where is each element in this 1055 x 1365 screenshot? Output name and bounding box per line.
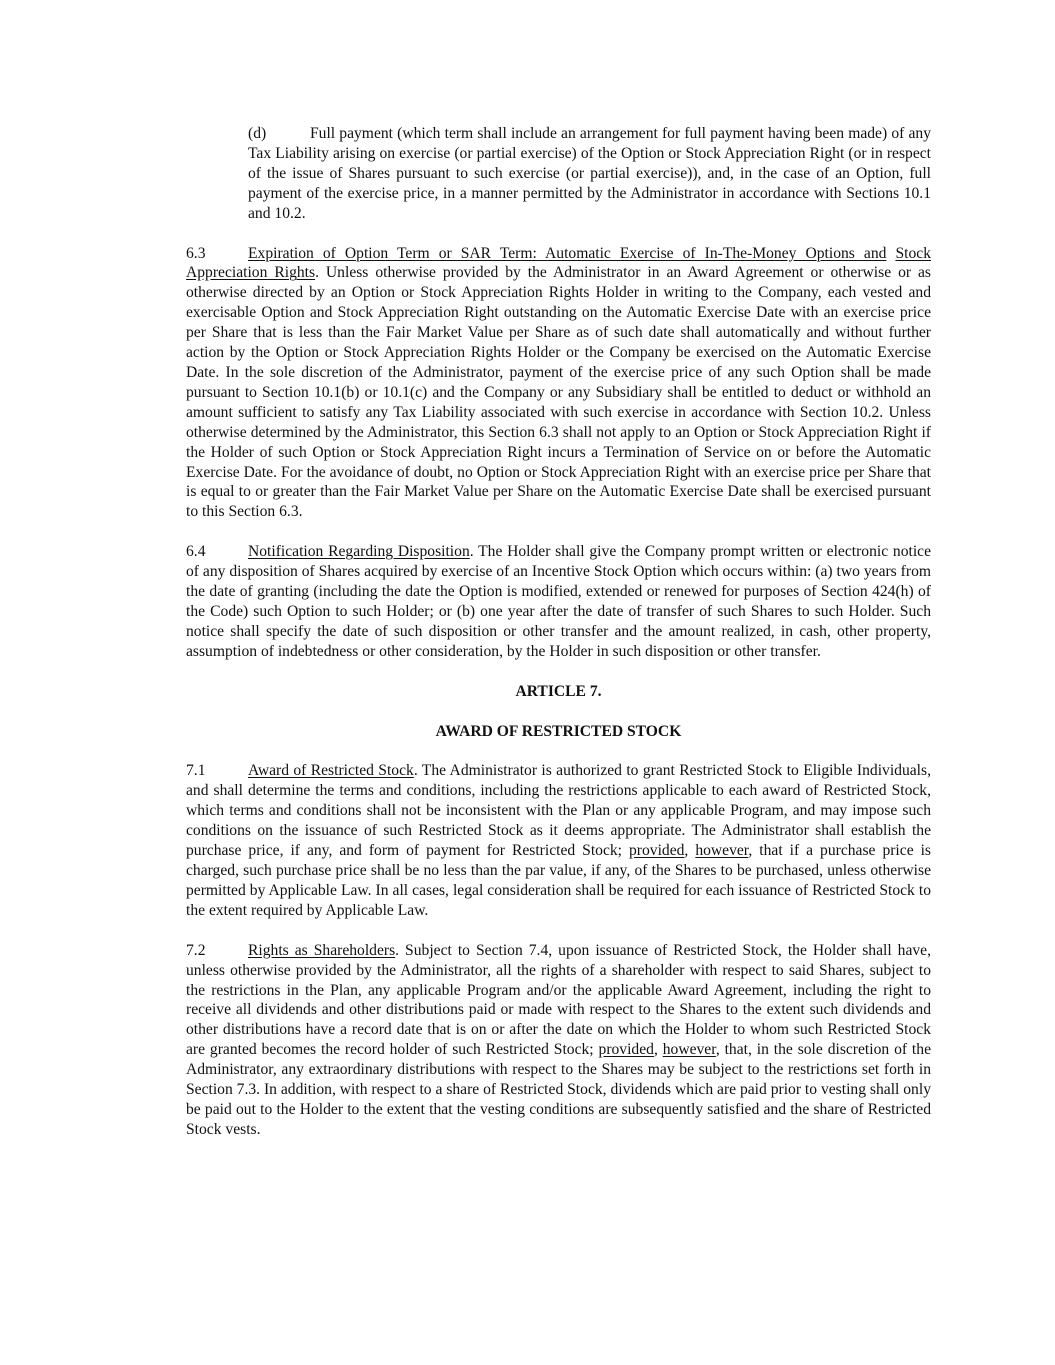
article-number: ARTICLE 7. [515, 682, 602, 700]
section-7-1-body-b: , that if a purchase price is charged, such purchase price shall be no less than the par value, if any, of the Shares to be purchased, unless otherwise permitted by Applicable Law. In all cases, legal consideration shall be required for each issuance of Restricted Stock to the extent required by Applicable Law. [186, 842, 931, 919]
clause-d-label: (d) [248, 125, 267, 142]
section-7-1-however: however [695, 842, 749, 860]
section-6-4-number: 6.4 [186, 543, 206, 561]
section-7-1-heading: Award of Restricted Stock [248, 762, 414, 780]
section-7-2-comma: , [653, 1041, 663, 1059]
section-6-3-heading-b: Stock Appreciation Rights [186, 244, 931, 282]
section-6-3-body: . Unless otherwise provided by the Administrator in an Award Agreement or otherwise or as otherwise directed by an Option or Stock Appreciation Rights Holder in writing to the Company, each vested and exercisable Option and Stock Appreciation Right outstanding on the Automatic Exercise Date with an exercise price per Share that is less than the Fair Market Value per Share as of such date shall automatically and without further action by the Option or Stock Appreciation Rights Holder or the Company be exercised on the Automatic Exercise Date. In the sole discretion of the Administrator, payment of the exercise price of any such Option shall be made pursuant to Section 10.1(b) or 10.1(c) and the Company or any Subsidiary shall be entitled to deduct or withhold an amount sufficient to satisfy any Tax Liability associated with such exercise in accordance with Section 10.2. Unless otherwise determined by the Administrator, this Section 6.3 shall not apply to an Option or Stock Appreciation Right if the Holder of such Option or Stock Appreciation Right incurs a Termination of Service on or before the Automatic Exercise Date. For the avoidance of doubt, no Option or Stock Appreciation Right with an exercise price per Share that is equal to or greater than the Fair Market Value per Share on the Automatic Exercise Date shall be exercised pursuant to this Section 6.3. [186, 264, 931, 521]
section-7-2-body-b: , that, in the sole discretion of the Administrator, any extraordinary distributions with respect to the Shares may be subject to the restrictions set forth in Section 7.3. In addition, with respect to a share of Restricted Stock, dividends which are paid prior to vesting shall only be paid out to the Holder to the extent that the vesting conditions are subsequently satisfied and the share of Restricted Stock vests. [186, 1041, 931, 1138]
section-6-3-heading-a: Expiration of Option Term or SAR Term: Automatic Exercise of In-The-Money Options and [248, 244, 887, 262]
section-7-2 [186, 941, 931, 1140]
section-6-4-heading: Notification Regarding Disposition [248, 543, 470, 561]
section-7-2-however: however [662, 1041, 716, 1059]
section-7-2-heading: Rights as Shareholders [248, 941, 396, 959]
section-7-2-body-a: . Subject to Section 7.4, upon issuance of Restricted Stock, the Holder shall have, unless otherwise provided by the Administrator, all the rights of a shareholder with respect to said Shares, subject to the restrictions in the Plan, any applicable Program and/or the applicable Award Agreement, including the right to receive all dividends and other distributions paid or made with respect to the Shares to the extent such dividends and other distributions have a record date that is on or after the date on which the Holder to whom such Restricted Stock are granted becomes the record holder of such Restricted Stock; [186, 941, 931, 1059]
section-7-1-comma: , [684, 842, 696, 860]
clause-d-text: Full payment (which term shall include an arrangement for full payment having been made) of any Tax Liability arising on exercise (or partial exercise) of the Option or Stock Appreciation Right (or in respect of the issue of Shares pursuant to such exercise (or partial exercise)), and, in the case of an Option, full payment of the exercise price, in a manner permitted by the Administrator in accordance with Sections 10.1 and 10.2. [248, 125, 931, 222]
section-7-1-provided: provided [628, 842, 685, 860]
document-page [186, 124, 931, 1140]
section-7-2-provided: provided [598, 1041, 654, 1059]
section-7-2-number: 7.2 [186, 941, 206, 959]
section-7-1 [186, 761, 931, 920]
clause-d [248, 124, 931, 224]
section-6-3-number: 6.3 [186, 244, 206, 262]
section-6-4 [186, 542, 931, 661]
section-7-1-body-a: . The Administrator is authorized to grant Restricted Stock to Eligible Individuals, and shall determine the terms and conditions, including the restrictions applicable to each award of Restricted Stock, which terms and conditions shall not be inconsistent with the Plan or any applicable Program, and may impose such conditions on the issuance of such Restricted Stock as it deems appropriate. The Administrator shall establish the purchase price, if any, and form of payment for Restricted Stock; [186, 762, 931, 860]
section-6-4-body: . The Holder shall give the Company prompt written or electronic notice of any disposition of Shares acquired by exercise of an Incentive Stock Option which occurs within: (a) two years from the date of granting (including the date the Option is modified, extended or renewed for purposes of Section 424(h) of the Code) such Option to such Holder; or (b) one year after the date of transfer of such Shares to such Holder. Such notice shall specify the date of such disposition or other transfer and the amount realized, in cash, other property, assumption of indebtedness or other consideration, by the Holder in such disposition or other transfer. [186, 543, 931, 660]
section-6-3 [186, 244, 931, 523]
article-title: AWARD OF RESTRICTED STOCK [435, 722, 682, 740]
section-7-1-number: 7.1 [186, 762, 206, 780]
